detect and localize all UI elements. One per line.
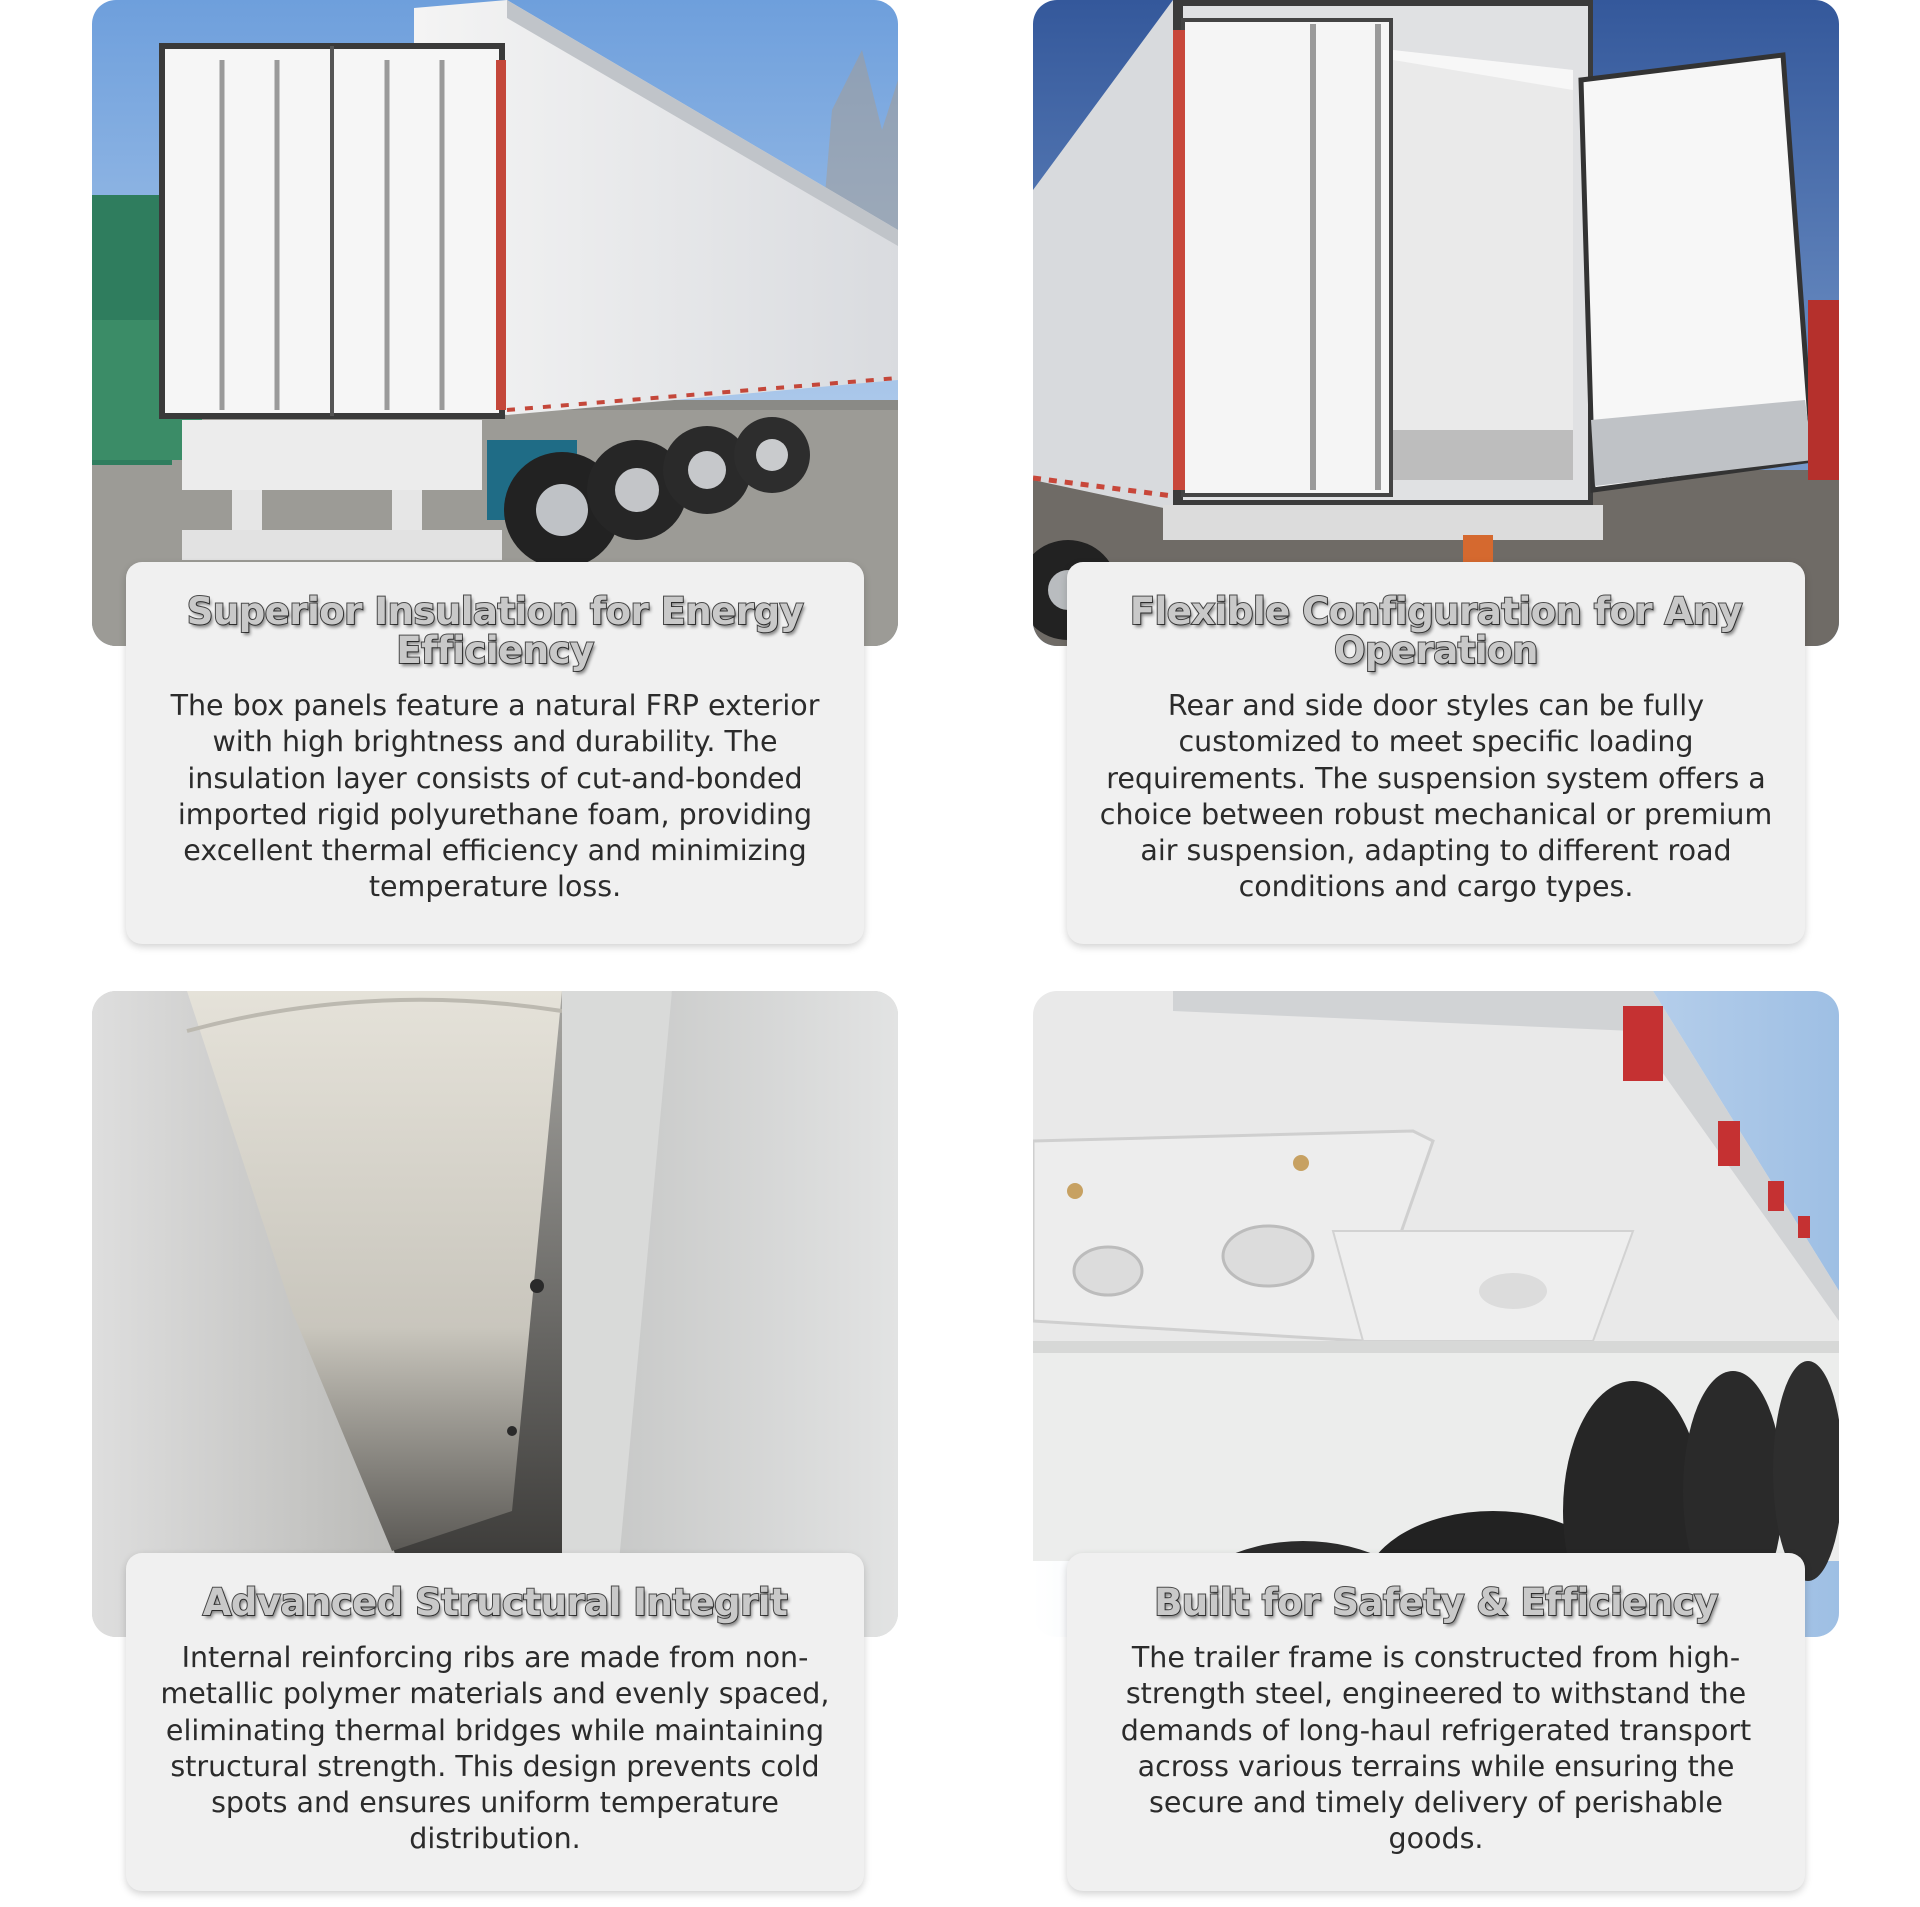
chassis-underside-photo <box>1033 991 1839 1637</box>
feature-title: Advanced Structural Integrit <box>202 1581 788 1624</box>
feature-card <box>1067 562 1805 944</box>
feature-card <box>126 562 864 944</box>
trailer-rear-photo <box>92 0 898 646</box>
feature-title: Built for Safety & Efficiency <box>1154 1581 1718 1624</box>
interior-ceiling-photo <box>92 991 898 1637</box>
feature-description: Internal reinforcing ribs are made from non-metallic polymer materials and evenly spaced, eliminating thermal bridges while maintaining structural strength. This design prevents cold spots and ensures uniform temperature distribution. <box>160 1641 830 1856</box>
feature-title: Flexible Configuration for Any Operation <box>1129 590 1743 672</box>
feature-card <box>1067 1553 1805 1891</box>
open-rear-door-photo <box>1033 0 1839 646</box>
feature-title: Superior Insulation for Energy Efficiency <box>186 590 804 672</box>
feature-card <box>126 1553 864 1891</box>
feature-description: Rear and side door styles can be fully customized to meet specific loading requirements. The suspension system offers a choice between robust mechanical or premium air suspension, adapting to different road conditions and cargo types. <box>1099 689 1773 904</box>
feature-description: The trailer frame is constructed from high-strength steel, engineered to withstand the demands of long-haul refrigerated transport across various terrains while ensuring the secure and timely delivery of perishable goods. <box>1120 1641 1752 1856</box>
feature-description: The box panels feature a natural FRP exterior with high brightness and durability. The insulation layer consists of cut-and-bonded imported rigid polyurethane foam, providing excellent thermal efficiency and minimizing temperature loss. <box>170 689 820 904</box>
